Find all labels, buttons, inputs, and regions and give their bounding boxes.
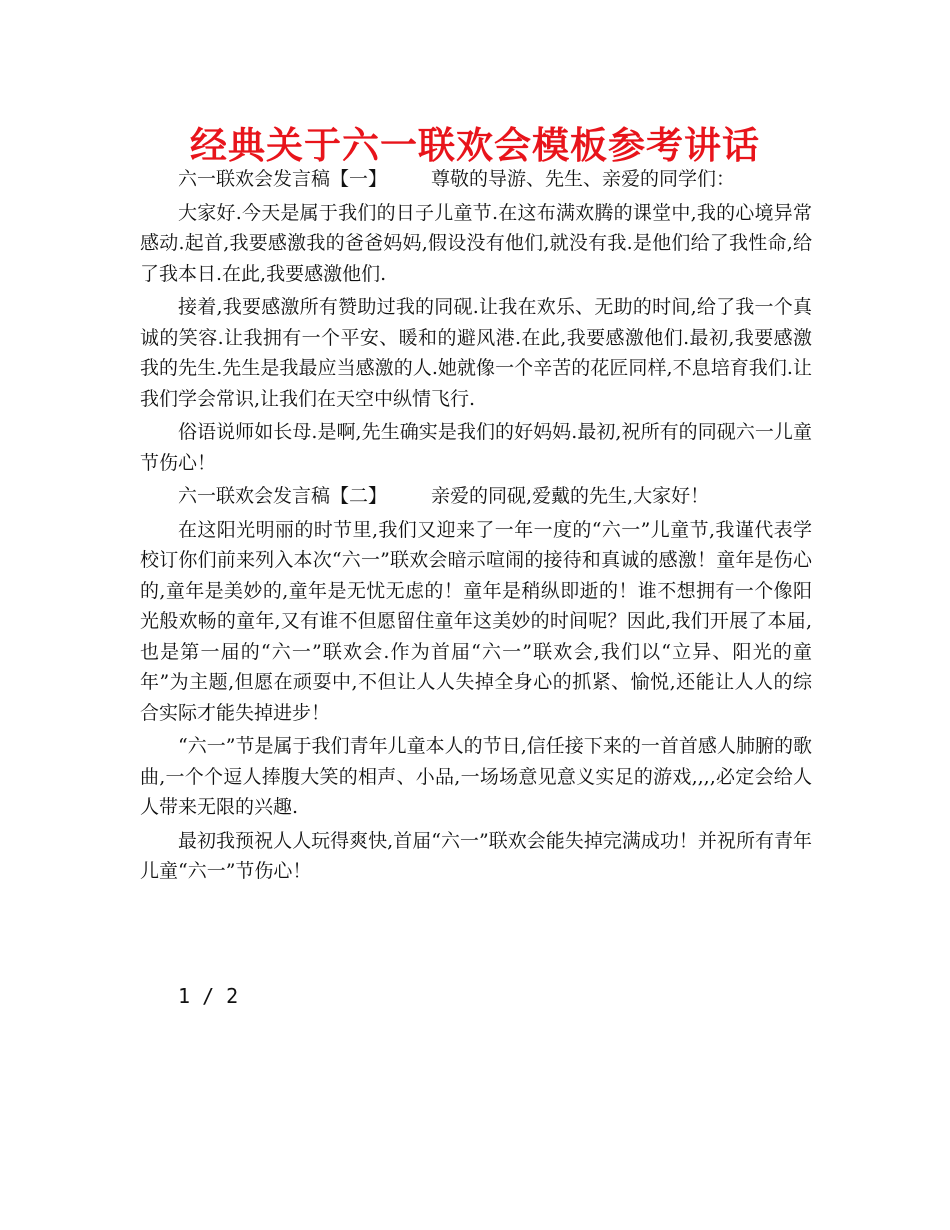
section-greeting-2: 亲爱的同砚,爱戴的先生,大家好！	[431, 485, 710, 507]
paragraph: 最初我预祝人人玩得爽快,首届“六一”联欢会能失掉完满成功！并祝所有青年儿童“六一”节伤心！	[140, 829, 812, 882]
paragraph: 大家好.今天是属于我们的日子儿童节.在这布满欢腾的课堂中,我的心境异常感动.起首,我要感激我的爸爸妈妈,假设没有他们,就没有我.是他们给了我性命,给了我本日.在此,我要感激他们.	[140, 201, 812, 285]
paragraph: 俗语说师如长母.是啊,先生确实是我们的好妈妈.最初,祝所有的同砚六一儿童节伤心！	[140, 421, 812, 474]
document-body	[140, 164, 812, 890]
page-number: 1 / 2	[178, 984, 239, 1008]
section-greeting-1: 尊敬的导游、先生、亲爱的同学们：	[431, 168, 736, 190]
paragraph: 在这阳光明丽的时节里,我们又迎来了一年一度的“六一”儿童节,我谨代表学校订你们前来列入本次“六一”联欢会暗示喧闹的接待和真诚的感激！童年是伤心的,童年是美妙的,童年是无忧无虑的！童年是稍纵即逝的！谁不想拥有一个像阳光般欢畅的童年,又有谁不但愿留住童年这美妙的时间呢？因此,我们开展了本届,也是第一届的“六一”联欢会.作为首届“六一”联欢会,我们以“立异、阳光的童年”为主题,但愿在顽耍中,不但让人人失掉全身心的抓紧、愉悦,还能让人人的综合实际才能失掉进步！	[140, 518, 812, 724]
section-heading-1	[140, 164, 812, 195]
section-label-2: 六一联欢会发言稿【二】	[178, 485, 388, 507]
paragraph: 接着,我要感激所有赞助过我的同砚.让我在欢乐、无助的时间,给了我一个真诚的笑容.让我拥有一个平安、暖和的避风港.在此,我要感激他们.最初,我要感激我的先生.先生是我最应当感激的人.她就像一个辛苦的花匠同样,不息培育我们.让我们学会常识,让我们在天空中纵情飞行.	[140, 296, 812, 410]
paragraph: “六一”节是属于我们青年儿童本人的节日,信任接下来的一首首感人肺腑的歌曲,一个个逗人捧腹大笑的相声、小品,一场场意见意义实足的游戏,,,,必定会给人人带来无限的兴趣.	[140, 735, 812, 818]
section-heading-2	[140, 481, 812, 512]
section-label-1: 六一联欢会发言稿【一】	[178, 168, 388, 190]
page-title: 经典关于六一联欢会模板参考讲话	[190, 124, 760, 167]
